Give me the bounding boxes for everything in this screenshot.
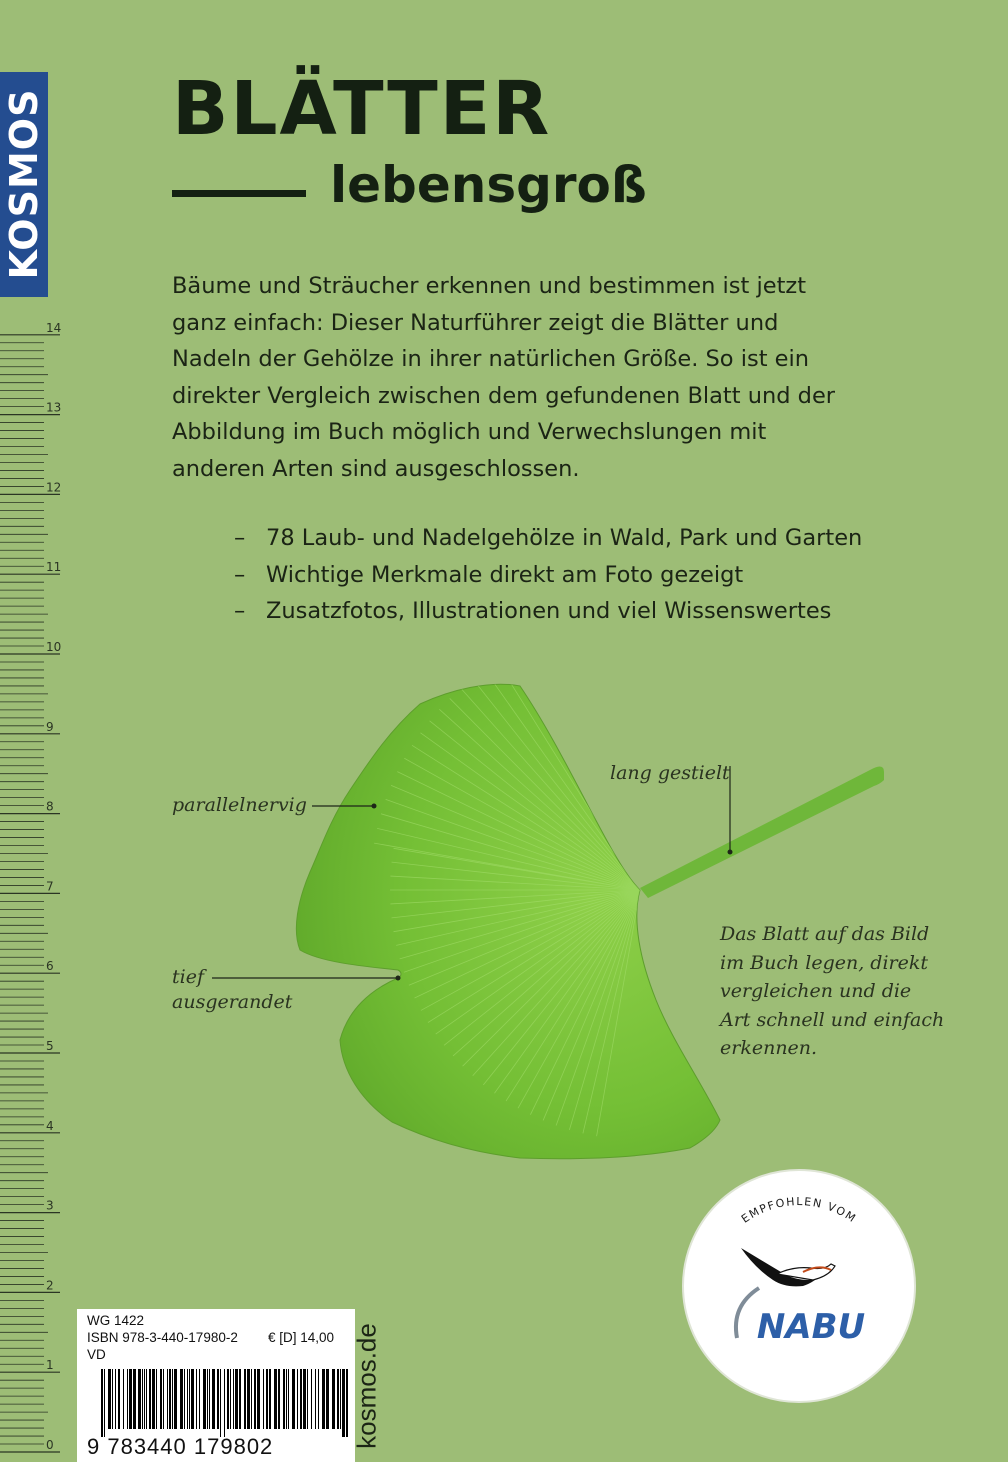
ruler-label: 10 <box>46 640 62 654</box>
barcode-bar <box>163 1369 164 1429</box>
isbn: ISBN 978-3-440-17980-2 <box>87 1330 238 1345</box>
leaf-vein <box>640 620 655 890</box>
caption-line: vergleichen und die <box>720 980 912 1002</box>
barcode-bar <box>230 1369 231 1429</box>
leaf-vein <box>610 622 640 890</box>
barcode-bar <box>244 1369 246 1429</box>
barcode-bar <box>300 1369 302 1429</box>
barcode-bar <box>269 1369 271 1429</box>
barcode-bar <box>138 1369 141 1429</box>
barcode-bar <box>212 1369 215 1429</box>
barcode-bar <box>144 1369 145 1429</box>
barcode-bar <box>340 1369 341 1429</box>
barcode-bar <box>123 1369 124 1429</box>
feature-item: – Wichtige Merkmale direkt am Foto gezeigt <box>234 561 744 588</box>
barcode-bar <box>160 1369 162 1429</box>
feature-item: – Zusatzfotos, Illustrationen und viel Wissenswertes <box>234 598 832 625</box>
barcode-bar <box>207 1369 208 1429</box>
annotation-parallelnervig: parallelnervig <box>172 794 307 816</box>
leaf-vein <box>640 624 685 890</box>
caption-line: erkennen. <box>720 1037 818 1059</box>
cm-ruler <box>0 320 70 1462</box>
annotation-dot <box>396 976 401 981</box>
barcode-bar <box>209 1369 210 1429</box>
barcode-bar <box>174 1369 177 1429</box>
price: € [D] 14,00 <box>268 1330 335 1345</box>
barcode-bar <box>315 1369 316 1429</box>
ruler-label: 13 <box>46 400 62 415</box>
leaf-vein <box>640 698 830 890</box>
barcode-bar <box>189 1369 190 1429</box>
ruler-label: 0 <box>46 1438 54 1452</box>
barcode-bar <box>191 1369 194 1429</box>
barcode-bar <box>326 1369 329 1429</box>
barcode-bar <box>297 1369 298 1429</box>
ruler-label: 7 <box>46 879 54 894</box>
barcode-bar <box>127 1369 128 1429</box>
caption-line: im Buch legen, direkt <box>720 951 929 974</box>
barcode-bar <box>292 1369 295 1429</box>
barcode-bar <box>180 1369 183 1429</box>
feature-text: Wichtige Merkmale direkt am Foto gezeigt <box>266 561 744 588</box>
barcode-bar <box>115 1369 116 1429</box>
barcode-bar <box>311 1369 312 1429</box>
ruler-label: 4 <box>46 1118 54 1133</box>
leaf-vein <box>640 627 700 890</box>
barcode-bar <box>156 1369 157 1429</box>
ruler-label: 5 <box>46 1039 54 1053</box>
kosmos-logo <box>0 72 48 297</box>
leaf-vein <box>640 733 860 890</box>
kosmos-logo-text: KOSMOS <box>2 88 46 280</box>
barcode-bar <box>318 1369 319 1429</box>
barcode-bar <box>342 1369 345 1437</box>
feature-text: Zusatzfotos, Illustrationen und viel Wissenswertes <box>266 598 832 625</box>
ruler-label: 1 <box>46 1358 54 1373</box>
ruler-label: 14 <box>46 320 62 335</box>
leaf-vein <box>625 620 640 890</box>
barcode-bar <box>142 1369 143 1429</box>
barcode-bar <box>239 1369 241 1429</box>
barcode-bar <box>278 1369 280 1429</box>
ruler-label: 11 <box>46 560 62 575</box>
barcode-bar <box>266 1369 268 1429</box>
annotation-tief: tief <box>172 966 204 988</box>
leaf-vein <box>640 622 670 890</box>
barcode-bar <box>146 1369 147 1429</box>
feature-text: 78 Laub- und Nadelgehölze in Wald, Park und Garten <box>266 525 863 551</box>
annotation-dot <box>728 850 733 855</box>
barcode-bar <box>235 1369 238 1429</box>
barcode-panel <box>77 1309 355 1462</box>
barcode-bar <box>203 1369 206 1429</box>
feature-item: – 78 Laub- und Nadelgehölze in Wald, Park und Garten <box>234 525 863 551</box>
caption-line: Das Blatt auf das Bild <box>720 923 930 945</box>
website-url: kosmos.de <box>351 1323 382 1449</box>
barcode-bar <box>172 1369 173 1429</box>
barcode-bar <box>227 1369 229 1429</box>
ruler-label: 6 <box>46 959 54 974</box>
barcode-bar <box>167 1369 168 1429</box>
nabu-badge <box>681 1168 917 1404</box>
barcode-bar <box>257 1369 260 1429</box>
leaf-blade <box>296 684 720 1158</box>
barcode-bar <box>104 1369 105 1437</box>
ruler-label: 12 <box>46 480 62 495</box>
barcode-bar <box>251 1369 252 1429</box>
barcode-bar <box>187 1369 188 1429</box>
barcode-bar <box>283 1369 285 1429</box>
barcode-bar <box>274 1369 277 1429</box>
caption-line: Art schnell und einfach <box>720 1008 945 1031</box>
annotation-dot <box>372 804 377 809</box>
leaf-vein <box>640 709 841 890</box>
ean-barcode <box>101 1369 349 1437</box>
feature-list <box>234 520 862 630</box>
barcode-bar <box>254 1369 256 1429</box>
annotation-lang-gestielt: lang gestielt <box>610 762 730 784</box>
barcode-bar <box>169 1369 171 1429</box>
barcode-bar <box>322 1369 325 1429</box>
barcode-bar <box>152 1369 155 1429</box>
barcode-bar <box>220 1369 221 1437</box>
barcode-bar <box>346 1369 348 1437</box>
annotation-ausgerandet: ausgerandet <box>172 991 293 1013</box>
nabu-wordmark: NABU <box>756 1307 866 1347</box>
book-subtitle: lebensgroß <box>330 156 647 214</box>
vd-code: VD <box>87 1347 106 1362</box>
barcode-bar <box>263 1369 264 1429</box>
barcode-bar <box>288 1369 289 1429</box>
ruler-label: 3 <box>46 1198 54 1213</box>
barcode-bar <box>307 1369 308 1429</box>
leaf-stem <box>640 766 884 898</box>
barcode-bar <box>149 1369 151 1429</box>
barcode-bar <box>112 1369 113 1429</box>
barcode-bar <box>196 1369 197 1429</box>
barcode-bar <box>118 1369 120 1429</box>
barcode-bar <box>199 1369 200 1429</box>
barcode-bar <box>286 1369 287 1429</box>
barcode-bar <box>332 1369 335 1429</box>
barcode-bar <box>217 1369 219 1429</box>
barcode-bar <box>184 1369 185 1429</box>
ruler-label: 8 <box>46 799 54 814</box>
intro-text: Bäume und Sträucher erkennen und bestimmen ist jetzt ganz einfach: Dieser Naturführer zeigt die Blätter und Nadeln der Gehölze in ihrer natürlichen Größe. So ist ein direkter Vergleich zwischen dem gefundenen Blatt und der Abbildung im Buch möglich und Verwechslungen mit anderen Arten sind ausgeschlossen. <box>172 273 836 482</box>
barcode-digits: 9 783440 179802 <box>87 1434 274 1459</box>
barcode-bar <box>303 1369 306 1429</box>
book-title: BLÄTTER <box>172 66 552 152</box>
barcode-bar <box>224 1369 225 1437</box>
barcode-bar <box>337 1369 339 1429</box>
barcode-bar <box>133 1369 136 1429</box>
barcode-bar <box>101 1369 103 1437</box>
barcode-bar <box>247 1369 250 1429</box>
ruler-label: 9 <box>46 719 54 734</box>
leaf-caption <box>720 920 950 1063</box>
barcode-bar <box>108 1369 111 1429</box>
subtitle-rule <box>172 190 306 197</box>
ruler-label: 2 <box>46 1278 54 1293</box>
badge-arc-text: EMPFOHLEN VOM <box>739 1195 859 1226</box>
barcode-bar <box>129 1369 132 1429</box>
barcode-bar <box>233 1369 234 1429</box>
wg-code: WG 1422 <box>87 1313 145 1328</box>
